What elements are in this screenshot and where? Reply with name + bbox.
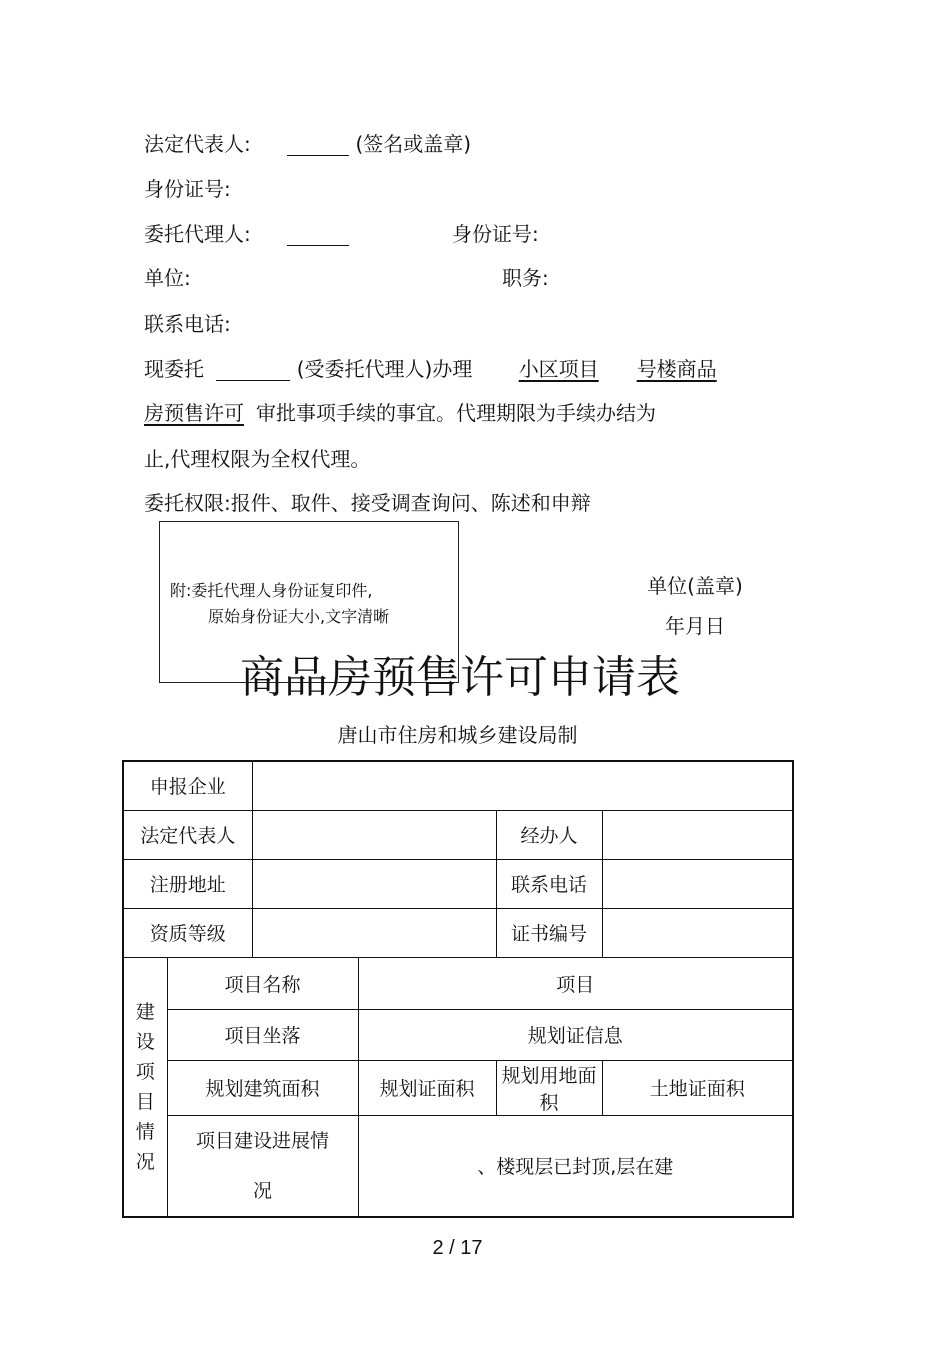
section-char: 况 [135, 1150, 155, 1173]
legal-rep-blank [287, 135, 349, 156]
land-cert-area-label: 土地证面积 [602, 1060, 793, 1115]
agent-id-line [452, 222, 539, 246]
entrust-prefix: 现委托 [144, 357, 204, 381]
handler-label: 经办人 [496, 810, 602, 859]
section-char: 情 [135, 1120, 155, 1143]
phone-label: 联系电话: [144, 312, 231, 336]
entrust-line-2 [144, 401, 656, 425]
seal-block [620, 566, 770, 646]
page-number: 2 / 17 [432, 1237, 483, 1259]
entrust-project-b: 号楼商品 [636, 357, 717, 381]
cert-no-label: 证书编号 [496, 908, 602, 957]
id-label: 身份证号: [144, 177, 231, 201]
qualification-label: 资质等级 [123, 908, 252, 957]
section-char: 设 [135, 1030, 155, 1053]
progress-value[interactable]: 、楼现层已封顶,层在建 [358, 1115, 793, 1217]
form-title: 商品房预售许可申请表 [240, 652, 680, 703]
phone-cell-label: 联系电话 [496, 859, 602, 908]
entrust-agent-blank [216, 360, 290, 381]
plan-cert-info[interactable]: 规划证信息 [358, 1009, 793, 1060]
id-line [144, 177, 231, 201]
section-char: 目 [135, 1090, 155, 1113]
agent-blank [287, 225, 349, 246]
legal-rep-line [144, 132, 471, 156]
agent-id-label: 身份证号: [452, 222, 539, 246]
seal-label: 单位(盖章) [647, 574, 743, 598]
unit-line [144, 266, 191, 290]
legal-rep-label: 法定代表人: [144, 132, 251, 156]
applicant-label: 申报企业 [123, 761, 252, 810]
section-char: 建 [135, 1000, 155, 1023]
project-name-label: 项目名称 [167, 957, 358, 1009]
phone-value[interactable] [602, 859, 793, 908]
legal-rep-value[interactable] [252, 810, 496, 859]
entrust-end: 止,代理权限为全权代理。 [144, 447, 371, 471]
address-label: 注册地址 [123, 859, 252, 908]
form-subtitle: 唐山市住房和城乡建设局制 [337, 723, 578, 747]
unit-label: 单位: [144, 266, 191, 290]
position-line [502, 266, 549, 290]
scope-text: 委托权限:报件、取件、接受调查询问、陈述和申辩 [144, 491, 591, 515]
applicant-value[interactable] [252, 761, 793, 810]
plan-land-area-label: 规划用地面积 [496, 1060, 602, 1115]
section-char: 项 [135, 1060, 155, 1083]
legal-rep-note: (签名或盖章) [355, 132, 472, 156]
handler-value[interactable] [602, 810, 793, 859]
qualification-value[interactable] [252, 908, 496, 957]
plan-build-area-label: 规划建筑面积 [167, 1060, 358, 1115]
project-value[interactable]: 项目 [358, 957, 793, 1009]
attachment-line-1: 附:委托代理人身份证复印件, [170, 581, 373, 600]
agent-line [144, 222, 349, 246]
progress-label-line-1: 项目建设进展情 [195, 1129, 329, 1152]
entrust-project-a: 小区项目 [518, 357, 599, 381]
legal-rep-cell-label: 法定代表人 [123, 810, 252, 859]
attachment-line-2: 原始身份证大小,文字清晰 [208, 607, 390, 626]
entrust-agent: (受委托代理人)办理 [296, 357, 473, 381]
cert-no-value[interactable] [602, 908, 793, 957]
scope-line [144, 491, 591, 515]
entrust-rest: 审批事项手续的事宜。代理期限为手续办结为 [256, 401, 656, 425]
progress-label [167, 1115, 358, 1217]
attachment-note [170, 578, 389, 630]
progress-label-line-2: 况 [252, 1179, 272, 1202]
phone-line [144, 312, 231, 336]
entrust-item: 房预售许可 [144, 401, 244, 425]
project-section-label [123, 957, 167, 1217]
plan-cert-area-label: 规划证面积 [358, 1060, 496, 1115]
project-location-label: 项目坐落 [167, 1009, 358, 1060]
agent-label: 委托代理人: [144, 222, 251, 246]
application-table [122, 760, 794, 1218]
address-value[interactable] [252, 859, 496, 908]
entrust-line-1 [144, 357, 723, 381]
position-label: 职务: [502, 266, 549, 290]
date-label: 年月日 [665, 614, 725, 638]
entrust-line-3 [144, 447, 370, 471]
